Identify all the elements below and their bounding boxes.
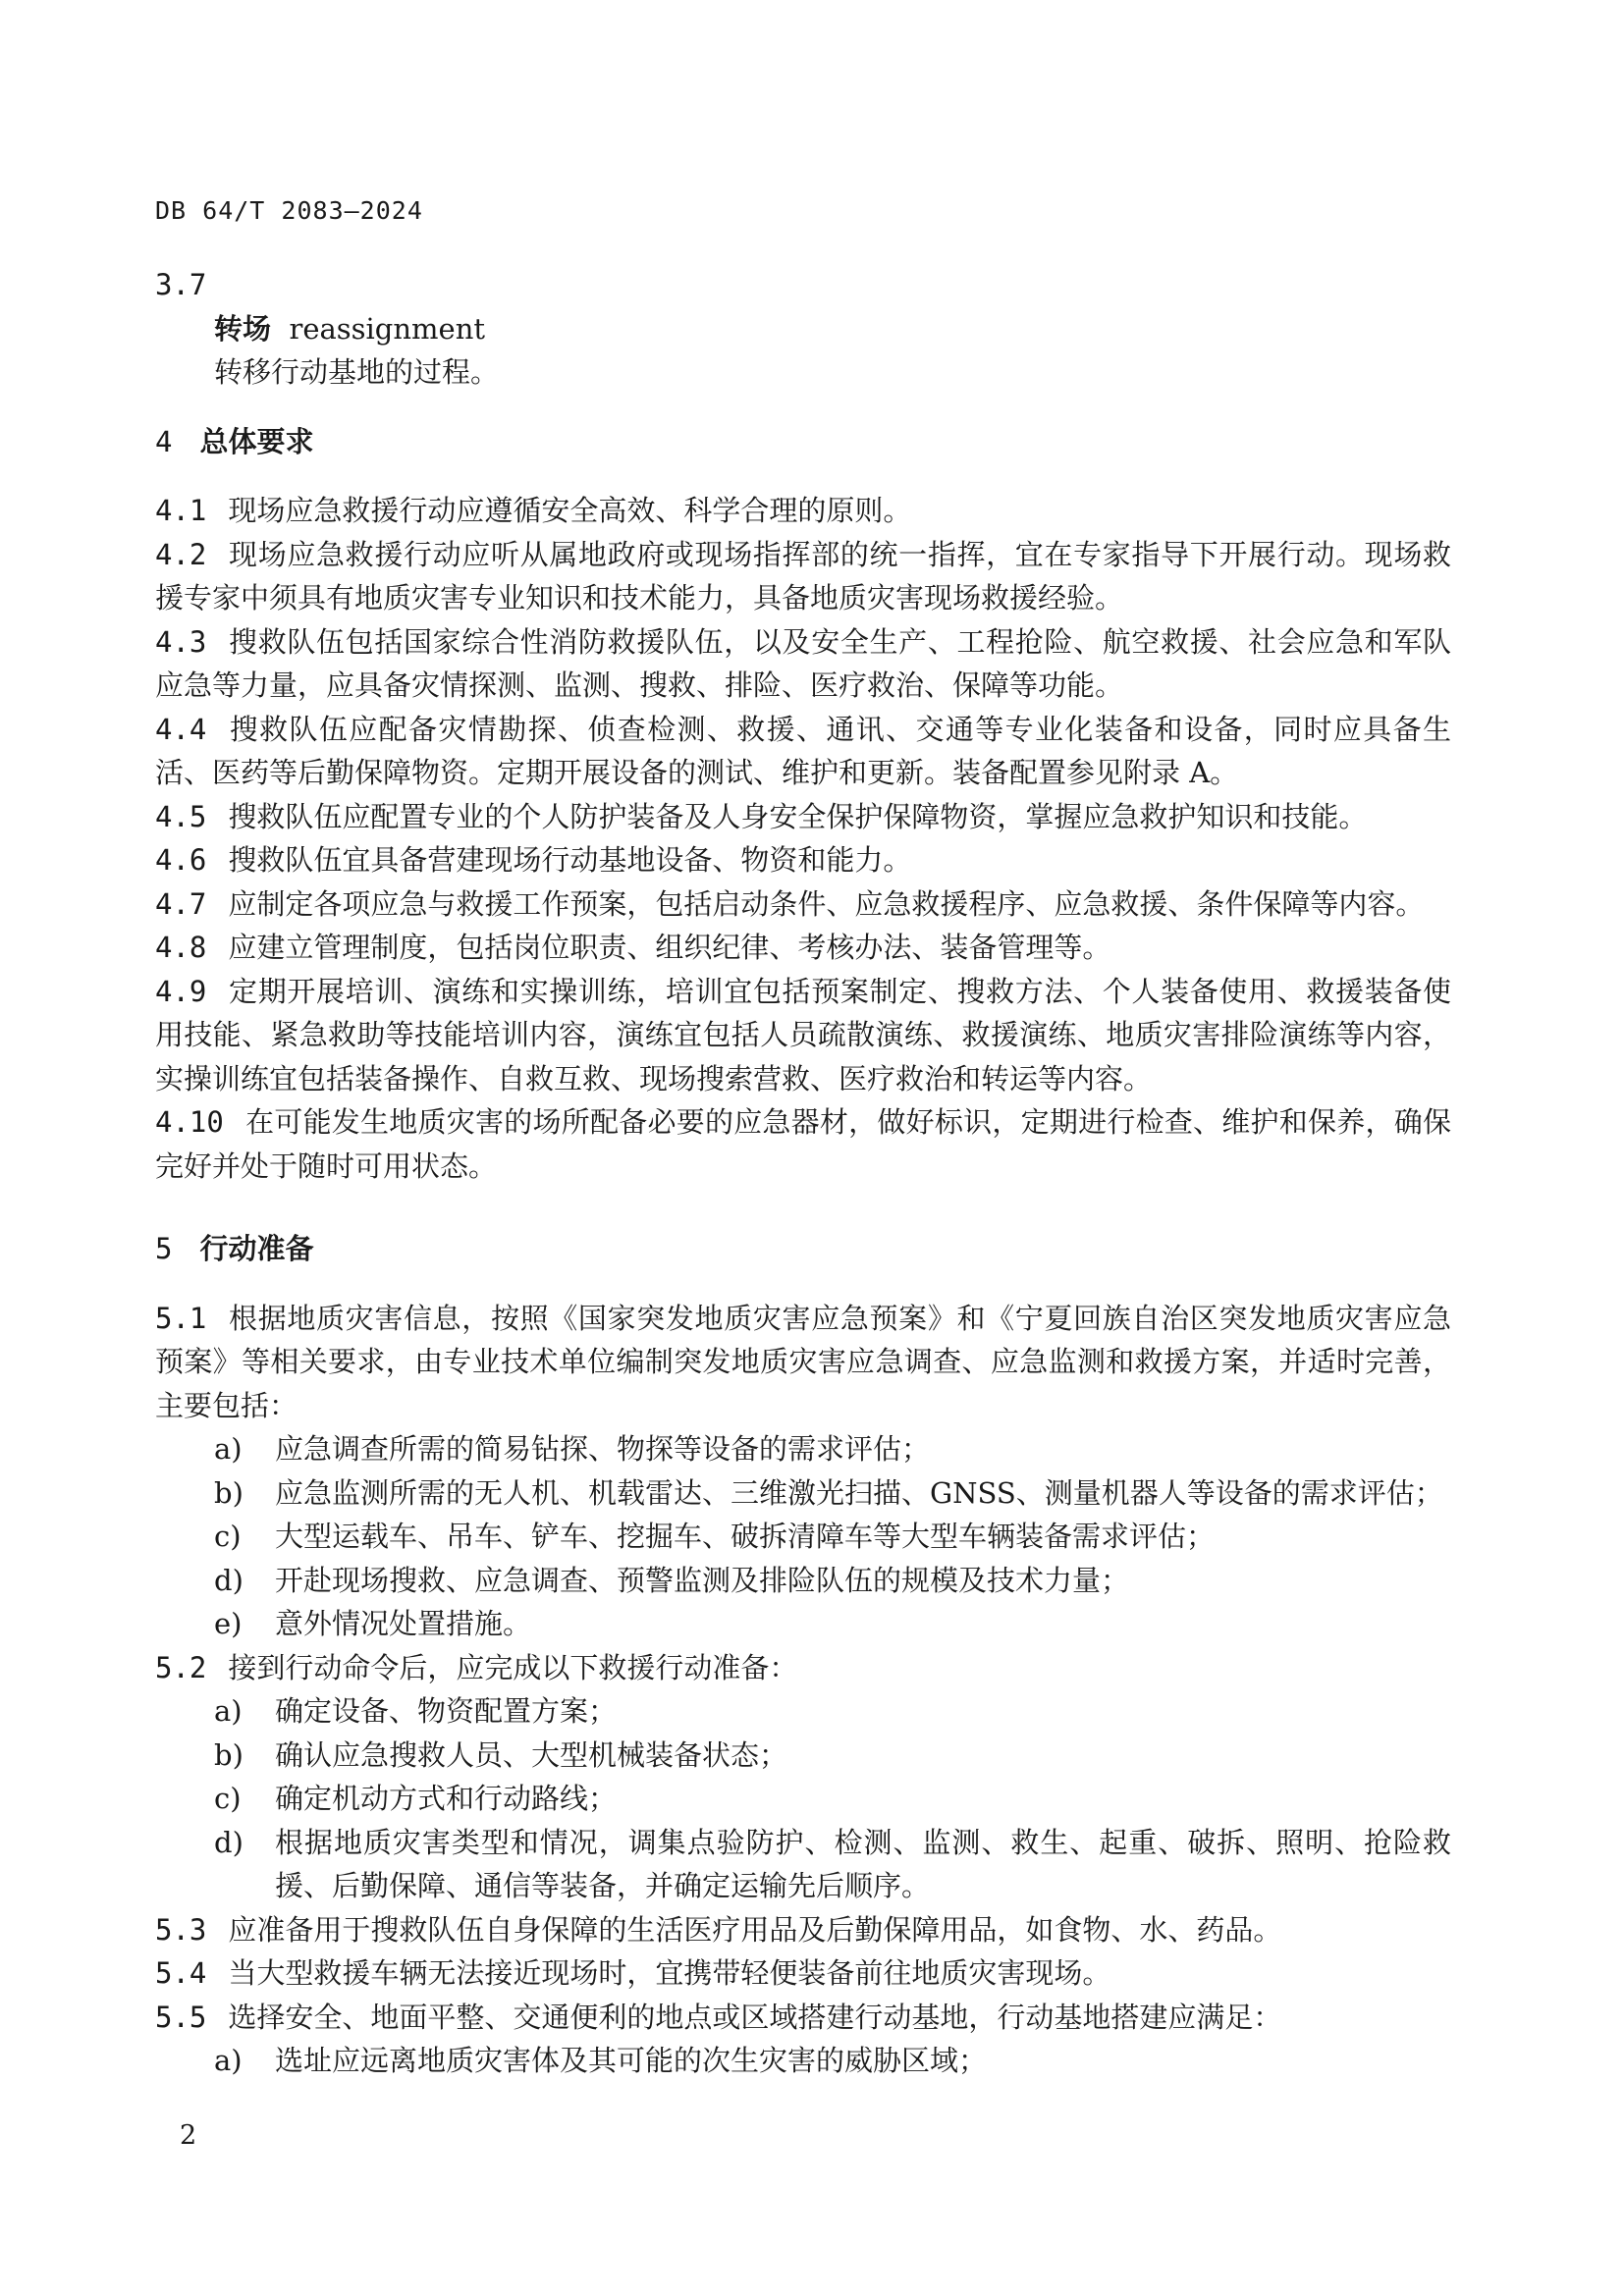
list-item: c) 确定机动方式和行动路线； bbox=[214, 1782, 618, 1815]
list-item: b) 应急监测所需的无人机、机载雷达、三维激光扫描、GNSS、测量机器人等设备的需求评估； bbox=[214, 1475, 1443, 1510]
clause-5-5: 5.5 选择安全、地面平整、交通便利的地点或区域搭建行动基地，行动基地搭建应满足： bbox=[155, 2000, 1282, 2034]
clause-5-2-list bbox=[155, 1689, 1451, 1908]
list-item: b) 确认应急搜救人员、大型机械装备状态； bbox=[214, 1737, 788, 1772]
document-header: DB 64/T 2083—2024 bbox=[155, 196, 423, 225]
clause-4-1: 4.1 现场应急救援行动应遵循安全高效、科学合理的原则。 bbox=[155, 494, 912, 527]
term-definition: 转移行动基地的过程。 bbox=[214, 355, 500, 389]
clause-4-5: 4.5 搜救队伍应配置专业的个人防护装备及人身安全保护保障物资，掌握应急救护知识和技能。 bbox=[155, 799, 1368, 833]
clause-4-9: 4.9 定期开展培训、演练和实操训练，培训宜包括预案制定、搜救方法、个人装备使用、救援装备使用技能、紧急救助等技能培训内容，演练宜包括人员疏散演练、救援演练、地质灾害排险演练等内容，实操训练宜包括装备操作、自救互救、现场搜索营救、医疗救治和转运等内容。 bbox=[155, 974, 1451, 1095]
list-item: c) 大型运载车、吊车、铲车、挖掘车、破拆清障车等大型车辆装备需求评估； bbox=[214, 1520, 1216, 1553]
clause-4-7: 4.7 应制定各项应急与救援工作预案，包括启动条件、应急救援程序、应急救援、条件保障等内容。 bbox=[155, 886, 1425, 921]
clause-5-1-list bbox=[155, 1427, 1451, 1646]
clause-5-5-list bbox=[155, 2039, 1451, 2083]
list-item: a) 选址应远离地质灾害体及其可能的次生灾害的威胁区域； bbox=[214, 2044, 988, 2077]
page-number: 2 bbox=[180, 2120, 197, 2151]
clause-4-3: 4.3 搜救队伍包括国家综合性消防救援队伍，以及安全生产、工程抢险、航空救援、社会应急和军队应急等力量，应具备灾情探测、监测、搜救、排险、医疗救治、保障等功能。 bbox=[155, 624, 1451, 702]
list-item: a) 确定设备、物资配置方案； bbox=[214, 1694, 618, 1728]
clause-4-4: 4.4 搜救队伍应配备灾情勘探、侦查检测、救援、通讯、交通等专业化装备和设备，同时应具备生活、医药等后勤保障物资。定期开展设备的测试、维护和更新。装备配置参见附录 A。 bbox=[155, 712, 1451, 789]
list-item: a) 应急调查所需的简易钻探、物探等设备的需求评估； bbox=[214, 1432, 931, 1466]
clause-5-1: 5.1 根据地质灾害信息，按照《国家突发地质灾害应急预案》和《宁夏回族自治区突发地质灾害应急预案》等相关要求，由专业技术单位编制突发地质灾害应急调查、应急监测和救援方案，并适时完善，主要包括： bbox=[155, 1301, 1451, 1422]
section-4-heading: 4 总体要求 bbox=[155, 424, 314, 458]
clause-4-2: 4.2 现场应急救援行动应听从属地政府或现场指挥部的统一指挥，宜在专家指导下开展行动。现场救援专家中须具有地质灾害专业知识和技术能力，具备地质灾害现场救援经验。 bbox=[155, 537, 1451, 614]
term-entry bbox=[155, 307, 1451, 395]
section-5-heading: 5 行动准备 bbox=[155, 1232, 314, 1265]
clause-5-4: 5.4 当大型救援车辆无法接近现场时，宜携带轻便装备前往地质灾害现场。 bbox=[155, 1956, 1111, 1990]
list-item: d) 根据地质灾害类型和情况，调集点验防护、检测、监测、救生、起重、破拆、照明、抢险救援、后勤保障、通信等装备，并确定运输先后顺序。 bbox=[214, 1825, 1451, 1902]
clause-4-10: 4.10 在可能发生地质灾害的场所配备必要的应急器材，做好标识，定期进行检查、维护和保养，确保完好并处于随时可用状态。 bbox=[155, 1105, 1451, 1183]
clause-5-2: 5.2 接到行动命令后，应完成以下救援行动准备： bbox=[155, 1650, 798, 1684]
clause-4-8: 4.8 应建立管理制度，包括岗位职责、组织纪律、考核办法、装备管理等。 bbox=[155, 931, 1111, 964]
clause-5-3: 5.3 应准备用于搜救队伍自身保障的生活医疗用品及后勤保障用品，如食物、水、药品。 bbox=[155, 1912, 1282, 1947]
term-name: 转场 bbox=[214, 311, 272, 346]
clause-4-6: 4.6 搜救队伍宜具备营建现场行动基地设备、物资和能力。 bbox=[155, 843, 912, 877]
list-item: d) 开赴现场搜救、应急调查、预警监测及排险队伍的规模及技术力量； bbox=[214, 1563, 1130, 1597]
term-number: 3.7 bbox=[155, 268, 207, 301]
list-item: e) 意外情况处置措施。 bbox=[214, 1607, 532, 1640]
page-content bbox=[155, 263, 1451, 2083]
term-name-en: reassignment bbox=[289, 311, 486, 346]
